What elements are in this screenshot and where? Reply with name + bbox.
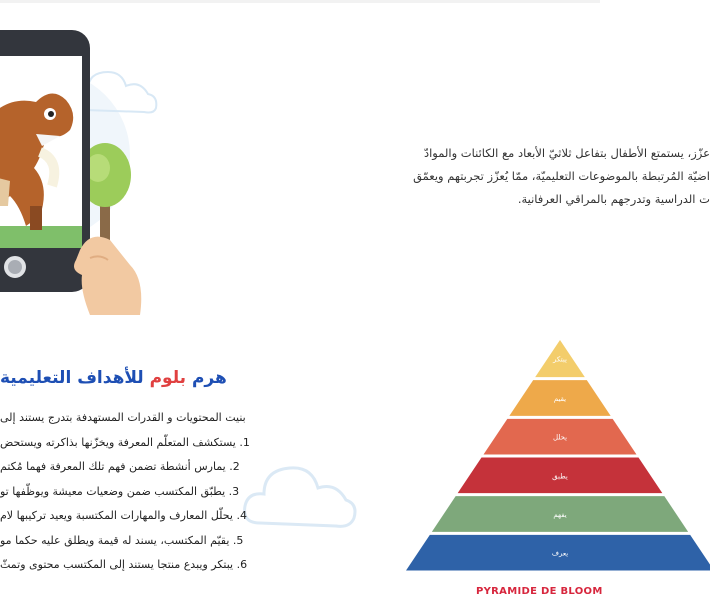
bloom-pyramid bbox=[400, 340, 620, 580]
bloom-list-item: 5. يقيّم المكتسب، يسند له قيمة ويطلق عليه حكما مو bbox=[0, 533, 244, 547]
bloom-list-item: 3. يطبّق المكتسب ضمن وضعيات معيشة ويوظّفها تو bbox=[0, 484, 240, 498]
title-highlight: بلوم bbox=[149, 368, 187, 388]
bloom-list-item: 6. يبتكر ويبدع منتجا يستند إلى المكتسب محتوى وتمثّ bbox=[0, 558, 248, 571]
bloom-list-item: 1. يستكشف المتعلّم المعرفة ويخزّنها بذاكرته ويستحض bbox=[0, 435, 250, 449]
intro-line: ت الدراسية وتدرجهم بالمراقي العرفانية. bbox=[517, 192, 710, 206]
pyramid-tier-label: يفهم bbox=[553, 511, 567, 519]
pyramid-tier-label: يطبق bbox=[552, 472, 568, 481]
pyramid-tier-label: يحلل bbox=[552, 433, 568, 442]
title-part: للأهداف التعليمية bbox=[0, 368, 150, 388]
pyramid-tier-label: يعرف bbox=[551, 549, 569, 558]
bloom-intro-line: بنيت المحتويات و القدرات المستهدفة بتدرج يستند إلى bbox=[0, 411, 246, 424]
intro-line: عزّز، يستمتع الأطفال بتفاعل ثلاثيّ الأبعاد مع الكائنات والموادّ bbox=[423, 146, 710, 160]
top-divider bbox=[0, 0, 600, 3]
home-button bbox=[4, 256, 26, 278]
pyramid-caption: PYRAMIDE DE BLOOM bbox=[476, 586, 603, 597]
pyramid-tier-label: يبتكر bbox=[553, 355, 567, 364]
ar-intro-paragraph bbox=[290, 142, 710, 211]
bloom-description bbox=[0, 406, 270, 578]
bloom-list-item: 4. يحلّل المعارف والمهارات المكتسبة ويعيد تركيبها لام bbox=[0, 509, 247, 522]
bloom-section-title bbox=[0, 368, 270, 388]
ar-phone-illustration bbox=[0, 20, 180, 300]
pyramid-tier-label: يقيم bbox=[553, 395, 567, 403]
bloom-list-item: 2. يمارس أنشطة تضمن فهم تلك المعرفة فهما مُكتم bbox=[0, 460, 240, 473]
title-part: هرم bbox=[186, 368, 227, 388]
hand-icon bbox=[70, 220, 150, 315]
intro-line: اضيّة المُرتبطة بالموضوعات التعليميّة، ممّا يُعزّز تجربتهم ويعمّق bbox=[413, 169, 710, 183]
